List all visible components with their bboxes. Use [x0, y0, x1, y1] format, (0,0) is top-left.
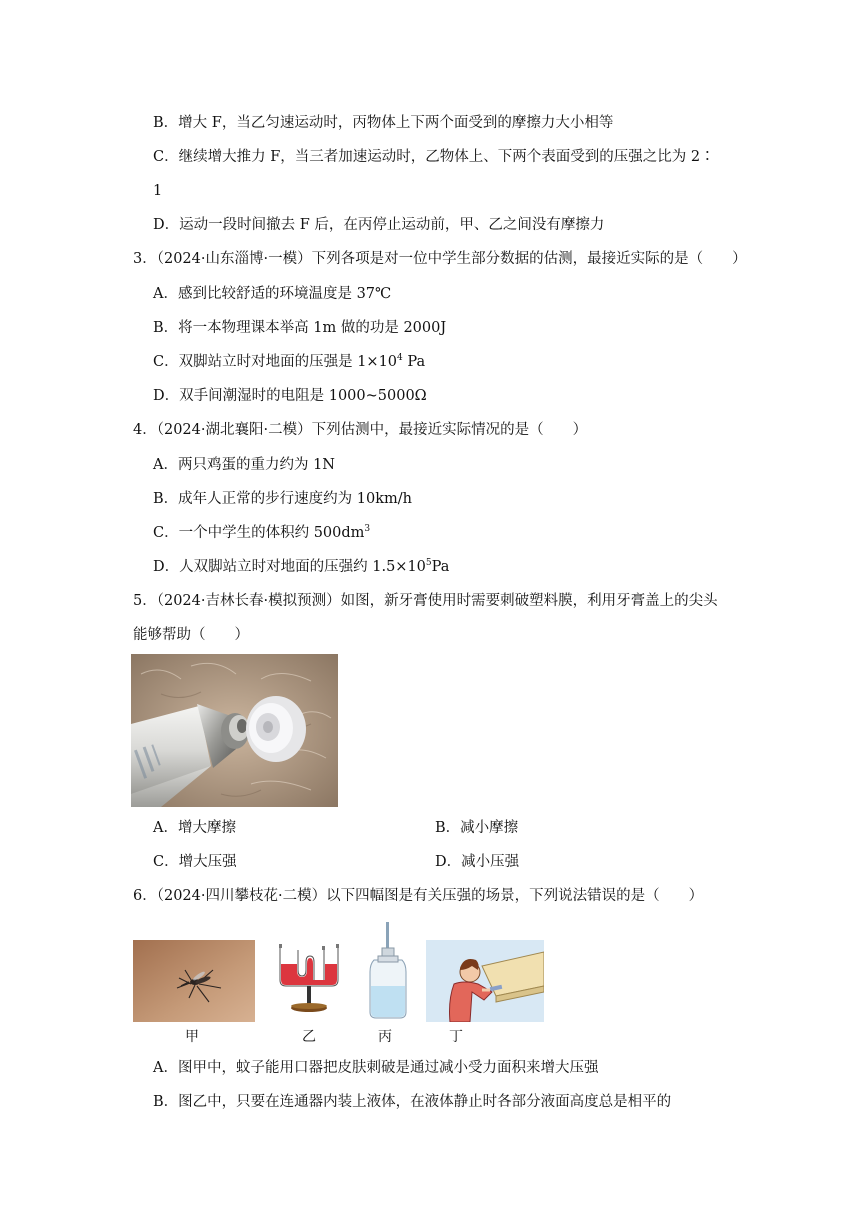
- q2-option-b: B．增大 F，当乙匀速运动时，丙物体上下两个面受到的摩擦力大小相等: [153, 115, 614, 131]
- q4-option-c: [153, 523, 370, 543]
- q4-option-a: A．两只鸡蛋的重力约为 1N: [153, 457, 335, 473]
- q4-option-d-unit: Pa: [431, 559, 450, 575]
- q5-option-b: B．减小摩擦: [435, 820, 519, 836]
- q3-option-c-exponent: 4: [397, 353, 403, 363]
- q5-option-d: D．减小压强: [435, 854, 520, 870]
- q5-stem-line2: 能够帮助（ ）: [133, 627, 249, 643]
- q3-option-b: B．将一本物理课本举高 1m 做的功是 2000J: [153, 320, 447, 336]
- table-pressure-figure: [426, 940, 544, 1022]
- toothpaste-illustration: [131, 654, 338, 807]
- q5-stem-line1: 5．（2024·吉林长春·模拟预测）如图，新牙膏使用时需要刺破塑料膜，利用牙膏盖上的尖头: [133, 593, 718, 609]
- q4-option-b: B．成年人正常的步行速度约为 10km/h: [153, 491, 412, 507]
- q4-stem: 4．（2024·湖北襄阳·二模）下列估测中，最接近实际情况的是（ ）: [133, 422, 588, 438]
- toothpaste-photo: [131, 654, 338, 807]
- figure-caption-yi: 乙: [302, 1029, 316, 1045]
- bottle-illustration: [366, 920, 410, 1022]
- q5-option-c: C．增大压强: [153, 854, 237, 870]
- q6-option-a: A．图甲中，蚊子能用口器把皮肤刺破是通过减小受力面积来增大压强: [153, 1060, 599, 1076]
- q3-option-a: A．感到比较舒适的环境温度是 37℃: [153, 286, 392, 302]
- bottle-figure: [366, 920, 410, 1022]
- q3-option-c-unit: Pa: [402, 354, 426, 370]
- q4-option-d-exponent: 5: [425, 558, 432, 568]
- q3-option-c: [153, 352, 425, 372]
- q3-option-d: D．双手间潮湿时的电阻是 1000~5000Ω: [153, 388, 427, 404]
- figure-caption-ding: 丁: [449, 1029, 463, 1045]
- table-pressure-illustration: [426, 940, 544, 1022]
- q2-option-c-line1: C．继续增大推力 F，当三者加速运动时，乙物体上、下两个表面受到的压强之比为 2∶: [153, 149, 715, 165]
- q6-stem: 6．（2024·四川攀枝花·二模）以下四幅图是有关压强的场景，下列说法错误的是（ ）: [133, 888, 704, 904]
- q4-option-c-exponent: 3: [364, 524, 371, 534]
- connected-vessels-illustration: [272, 940, 346, 1022]
- q3-option-c-text: C．双脚站立时对地面的压强是 1×10: [153, 354, 398, 370]
- q2-option-c-line2: 1: [153, 183, 163, 199]
- q4-option-d-text: D．人双脚站立时对地面的压强约 1.5×10: [153, 559, 426, 575]
- figure-caption-bing: 丙: [378, 1029, 392, 1045]
- q2-option-d: D．运动一段时间撤去 F 后，在丙停止运动前，甲、乙之间没有摩擦力: [153, 217, 605, 233]
- mosquito-illustration: [133, 940, 255, 1022]
- connected-vessels-figure: [272, 940, 346, 1022]
- q6-option-b: B．图乙中，只要在连通器内装上液体，在液体静止时各部分液面高度总是相平的: [153, 1094, 672, 1110]
- mosquito-photo: [133, 940, 255, 1022]
- q3-stem: 3．（2024·山东淄博·一模）下列各项是对一位中学生部分数据的估测，最接近实际的是（ ）: [133, 251, 747, 267]
- q5-option-a: A．增大摩擦: [153, 820, 236, 836]
- q4-option-c-text: C．一个中学生的体积约 500dm: [153, 525, 365, 541]
- q4-option-d: [153, 557, 449, 577]
- figure-caption-jia: 甲: [185, 1029, 199, 1045]
